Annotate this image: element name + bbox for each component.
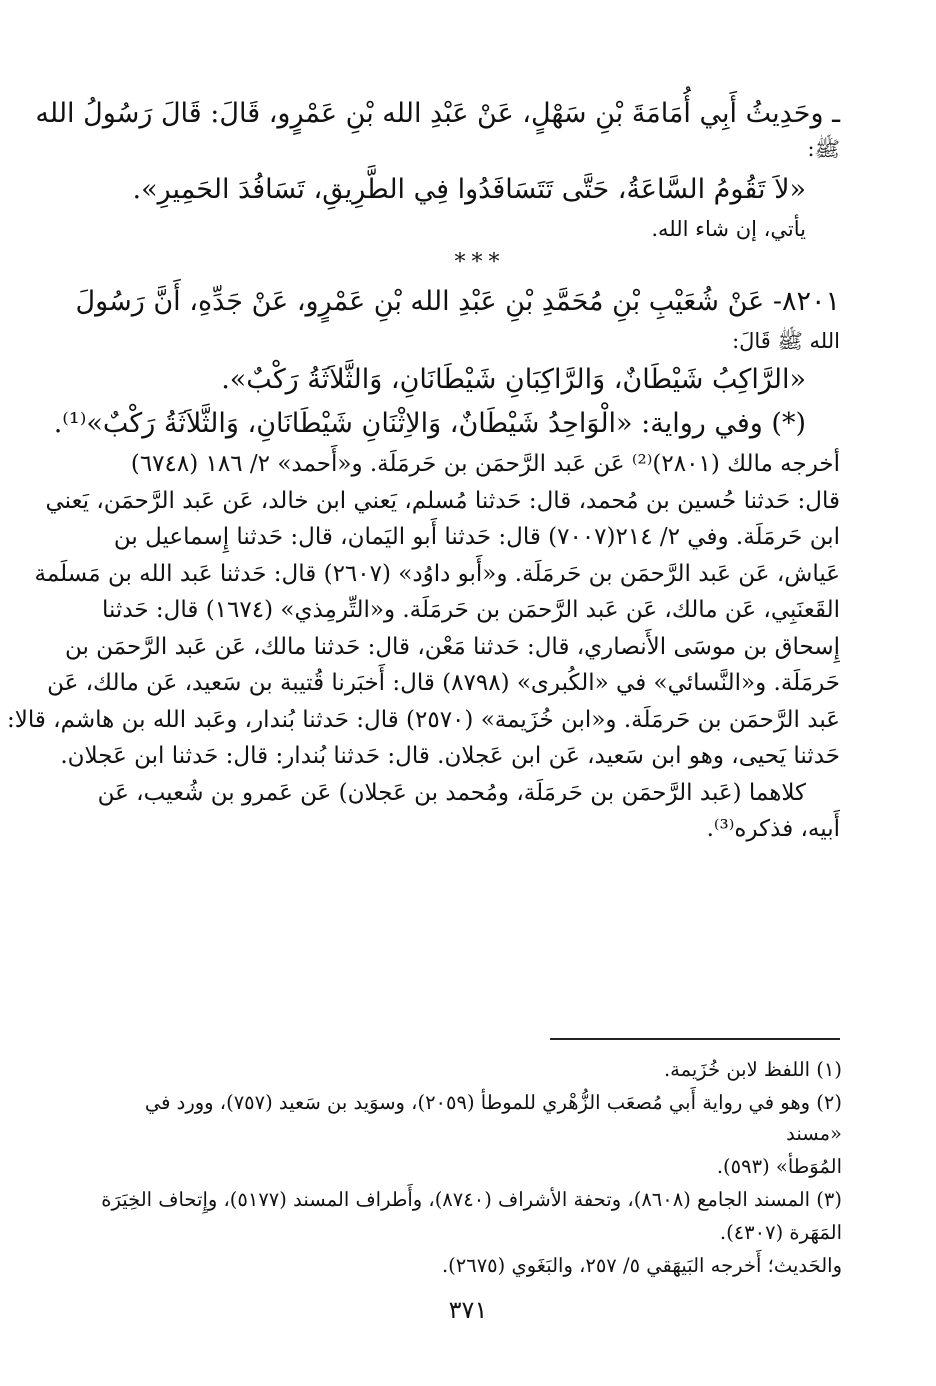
footnote-3: (٣) المسند الجامع (٨٦٠٨)، وتحفة الأشراف (٨٧٤٠)، وأَطراف المسند (٥١٧٧)، وإِتحاف الخِيَرَة xyxy=(101,1188,842,1211)
main-text xyxy=(6,92,840,848)
salutation-glyph: ﷺ: xyxy=(807,137,840,161)
takhrij-line: كلاهما (عَبد الرَّحمَن بن حَرمَلَة، ومُحمد بن عَجلان) عَن عَمرو بن شُعيب، عَن xyxy=(97,779,806,806)
takhrij-block xyxy=(6,446,840,848)
hadith-variant: (*) وفي رواية: «الْوَاحِدُ شَيْطَانٌ، وَالاِثْنَانِ شَيْطَانَانِ، وَالثَّلاَثَةُ رَكْبٌ»⁽¹⁾. xyxy=(53,408,806,439)
takhrij-line: حَدثنا يَحيى، وهو ابن سَعيد، عَن ابن عَجلان. قال: حَدثنا بُندار: قال: حَدثنا ابن عَجلان. xyxy=(60,743,840,769)
takhrij-line: عَبد الرَّحمَن بن حَرمَلَة. و«ابن خُزَيمة» (٢٥٧٠) قال: حَدثنا بُندار، وعَبد الله بن هاشم، قالا: xyxy=(6,706,840,733)
hadith-isnad: ٨٢٠١- عَنْ شُعَيْبِ بْنِ مُحَمَّدِ بْنِ عَبْدِ الله بْنِ عَمْرٍو، عَنْ جَدِّهِ، أَنَّ رَسُولَ xyxy=(75,286,840,317)
footnote-1: (١) اللفظ لابن خُزَيمة. xyxy=(663,1058,842,1081)
takhrij-line: حَرمَلَة. و«النَّسائي» في «الكُبرى» (٨٧٩٨) قال: أَخبَرنا قُتيبة بن سَعيد، عَن مالك، عَن xyxy=(47,670,840,696)
takhrij-line: إِسحاق بن موسَى الأَنصاري، قال: حَدثنا مَعْن، قال: حَدثنا مالك، عَن عَبد الرَّحمَن بن xyxy=(64,633,840,660)
section-separator: *** xyxy=(454,250,506,275)
hadith-matn: «الرَّاكِبُ شَيْطَانٌ، وَالرَّاكِبَانِ شَيْطَانَانِ، وَالثَّلاَثَةُ رَكْبٌ». xyxy=(221,364,806,395)
cross-reference-note: يأتي، إن شاء الله. xyxy=(651,217,806,241)
takhrij-line: أخرجه مالك (٢٨٠١)⁽²⁾ عَن عَبد الرَّحمَن بن حَرمَلَة. و«أَحمد» ٢/ ١٨٦ (٦٧٤٨) xyxy=(130,451,840,477)
footnotes xyxy=(90,1054,842,1283)
takhrij-line: ابن حَرمَلَة. وفي ٢/ ٢١٤(٧٠٠٧) قال: حَدثنا أَبو اليَمان، قال: حَدثنا إِسماعيل بن xyxy=(113,524,840,550)
text-line: ـ وحَدِيثُ أَبِي أُمَامَةَ بْنِ سَهْلٍ، عَنْ عَبْدِ الله بْنِ عَمْرٍو، قَالَ: قَالَ رَسُولُ الله xyxy=(35,98,840,129)
takhrij-line: عَياش، عَن عَبد الرَّحمَن بن حَرمَلَة. و«أَبو داوُد» (٢٦٠٧) قال: حَدثنا عَبد الله بن مَسلَمة xyxy=(34,560,840,587)
footnote-separator xyxy=(550,1038,840,1040)
takhrij-line: أَبيه، فذكره⁽³⁾. xyxy=(706,816,840,842)
page-number: ٣٧١ xyxy=(448,1296,488,1324)
text-line: الله ﷺ قَالَ: xyxy=(732,329,840,353)
hadith-matn: «لاَ تَقُومُ السَّاعَةُ، حَتَّى تَتَسَافَدُوا فِي الطَّرِيقِ، تَسَافُدَ الحَمِيرِ». xyxy=(132,174,806,205)
footnote-2-continuation: المُوَطأ» (٥٩٣). xyxy=(716,1155,842,1178)
takhrij-line: قال: حَدثنا حُسين بن مُحمد، قال: حَدثنا مُسلم، يَعني ابن خالد، عَن عَبد الرَّحمَن، يَعني xyxy=(45,487,840,514)
footnote-3-continuation: المَهَرة (٤٣٠٧). xyxy=(719,1221,842,1244)
footnote-3-additional: والحَديث؛ أَخرجه البَيهَقي ٥/ ٢٥٧، والبَغَوي (٢٦٧٥). xyxy=(441,1254,842,1277)
takhrij-line: القَعنَبِي، عَن مالك، عَن عَبد الرَّحمَن بن حَرمَلَة. و«التِّرمِذي» (١٦٧٤) قال: حَدثنا xyxy=(101,597,840,623)
footnote-2: (٢) وهو في رواية أَبي مُصعَب الزُّهْري للموطأ (٢٠٥٩)، وسوَيد بن سَعيد (٧٥٧)، وورد في «مسند xyxy=(144,1091,842,1145)
